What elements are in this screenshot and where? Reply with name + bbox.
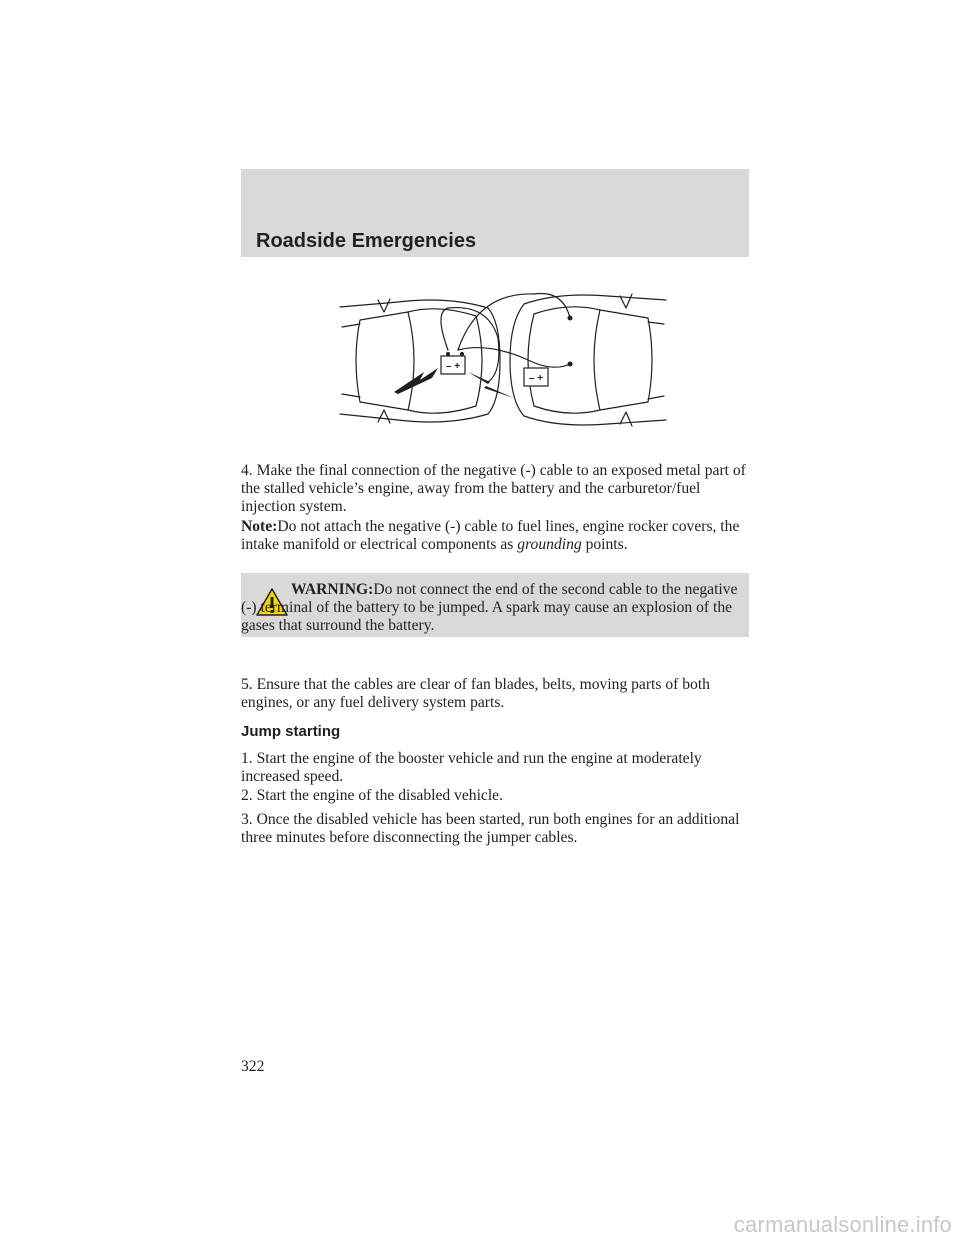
battery-right (524, 368, 548, 386)
warning-label: WARNING: (291, 581, 374, 598)
cable-positive (458, 348, 570, 368)
note-label: Note: (241, 518, 278, 535)
booster-car-outline (510, 294, 666, 426)
note-italic: grounding (517, 536, 582, 553)
battery-left (441, 356, 465, 374)
page-number: 322 (241, 1058, 265, 1075)
jump-step-2: 2. Start the engine of the disabled vehicle. (241, 787, 503, 804)
spark-bolt-right (468, 372, 514, 398)
warning-box (241, 573, 749, 637)
jump-step-3: 3. Once the disabled vehicle has been started, run both engines for an additional three minutes before disconnecting the jumper cables. (241, 811, 740, 846)
note-text-b: points. (581, 536, 628, 553)
jump-starting-heading: Jump starting (241, 723, 341, 740)
warning-body: Do not connect the end of the second cable to the negative (-) terminal of the battery to be jumped. A spark may cause an explosion of the gases that surround the battery. (241, 581, 738, 634)
page-title: Roadside Emergencies (256, 230, 477, 252)
step-5: 5. Ensure that the cables are clear of fan blades, belts, moving parts of both engines, or any fuel delivery system parts. (241, 676, 710, 711)
jump-step-1: 1. Start the engine of the booster vehicle and run the engine at moderately increased speed. (241, 750, 702, 785)
cable-ground (458, 294, 570, 351)
step-4: 4. Make the final connection of the negative (-) cable to an exposed metal part of the stalled vehicle’s engine, away from the battery and the carburetor/fuel injection system. (241, 462, 746, 515)
jump-start-diagram (338, 282, 668, 442)
svg-text:– +: – + (528, 373, 544, 384)
spark-bolt-left (394, 368, 438, 394)
warning-text (241, 581, 741, 635)
svg-text:– +: – + (445, 361, 461, 372)
note-paragraph (241, 518, 753, 554)
watermark: carmanualsonline.info (733, 1212, 952, 1237)
note-text-a: Do not attach the negative (-) cable to fuel lines, engine rocker covers, the intake manifold or electrical components as (241, 518, 740, 553)
